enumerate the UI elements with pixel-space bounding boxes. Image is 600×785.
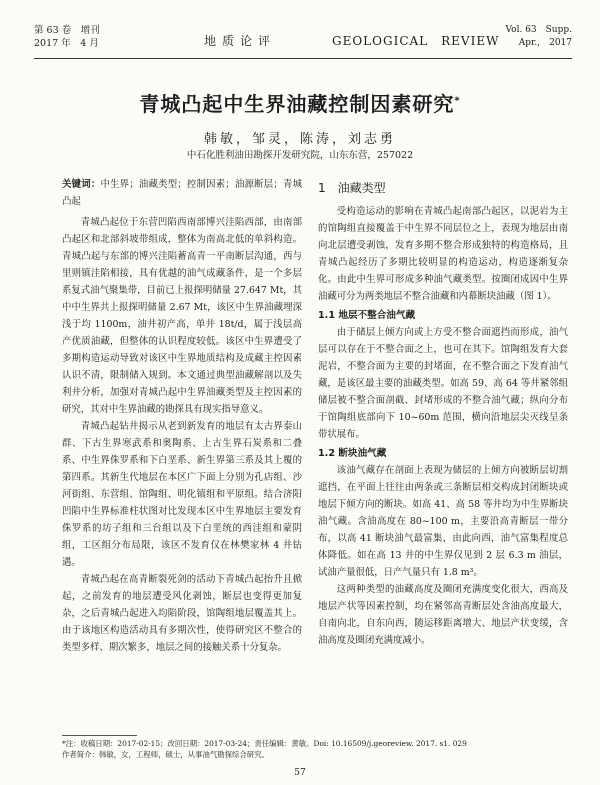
article-title — [0, 88, 600, 117]
subsection-text-1: 由于储层上倾方向或上方受不整合面遮挡而形成，油气层可以存在于不整合面之上，也可在其下。馆陶组发育大套泥岩，不整合面为主要的封堵面，在不整合面之下发育油气藏，是该区最主要的油藏类型。如高 59、高 64 等井紧邻组储层被不整合面剖截、封堵形成的不整合油气藏；纵向分布于馆陶组底部向下 10~60m 范围，横向沿地层尖灭线呈条带状展布。 — [318, 327, 568, 440]
running-header — [34, 24, 572, 59]
footnote-author-bio: 作者简介：韩敏，女，工程师，硕士，从事油气勘探综合研究。 — [62, 750, 269, 759]
title-footnote-mark: * — [454, 95, 461, 107]
page-number: 57 — [294, 768, 306, 778]
body-paragraph: 青城凸起钻井揭示从老到新发育的地层有太古界泰山群、下古生界寒武系和奥陶系、上古生界石炭系和二叠系、中生界侏罗系和下白垩系、新生界第三系及其上覆的第四系。其新生代地层在本区广下面上分别为孔店组、沙河街组、东营组、馆陶组、明化镇组和平原组。结合济阳凹陷中生界标准柱状图对比发现本区中生界地层主要发育侏罗系的坊子组和三台组以及下白垩统的西洼组和蒙阴组，工区组分布局限，该区不发育仅在林樊家林 4 井钻遇。 — [62, 421, 302, 568]
header-journal-en: GEOLOGICAL REVIEW — [332, 34, 500, 48]
header-volume-info — [34, 24, 100, 50]
section-intro: 受构造运动的影响在青城凸起南部凸起区，以泥岩为主的馆陶组直接覆盖于中生界不同层位之上，表现为地层由南向北层遭受剥蚀，发育多期不整合形成独特的构造格局，且青城凸起经历了多期比较明显的构造运动，构造逐渐复杂化。由此中生界可形成多种油气藏类型。按圈闭成因中生界油藏可分为两类地层不整合油藏和内幕断块油藏（图 1）。 — [318, 206, 568, 302]
body-paragraph: 青城凸起位于东营凹陷西南部博兴洼陷西部，由南部凸起区和北部斜坡带组成，整体为南高北低的单斜构造。青城凸起与东部的博兴洼陷蓄高青一平南断层沟通，西与里则镇洼陷相接，具有优越的油气成藏条件，是一个多层系复式油气聚集带，目前已上报探明储量 27.647 Mt，其中中生界共上报探明储量 2.67 Mt，该区中生界油藏埋深浅于均 1100m，油井初产高，单井 18t/d，属于浅层高产优质油藏，但整体的认识程度较低。该区中生界遭受了多期构造运动导致对该区中生界地质结构及成藏主控因素认识不清，限制储入规到。本文通过典型油藏解剖以及失利井分析，加强对青城凸起中生界油藏类型及主控因素的研究，其对中生界油藏的勘探具有现实指导意义。 — [62, 217, 302, 415]
footnote-divider — [62, 735, 137, 736]
footnote — [62, 738, 562, 760]
article-affiliation: 中石化胜利油田勘探开发研究院，山东东营，257022 — [186, 150, 414, 161]
header-volume: 第 63 卷 增刊 — [34, 25, 100, 36]
left-column — [62, 176, 302, 656]
article-authors: 韩敏，邹灵，陈涛，刘志勇 — [203, 132, 396, 147]
closing-paragraph: 这两种类型的油藏高度及圈闭充满度变化很大，西高及地层产状等因素控制，均在紧邻高青断层处含油高度最大，自南向北，自东向西，随运移距离增大、地层产状变缓，含油高度及圈闭充满度减小。 — [318, 584, 568, 646]
section-heading: 1 油藏类型 — [318, 181, 386, 195]
keywords-text: 中生界；油藏类型；控制因素；油源断层；青城凸起 — [62, 179, 302, 207]
keywords-label: 关键词： — [62, 179, 101, 190]
keywords — [62, 176, 302, 210]
subsection-heading-2: 1.2 断块油气藏 — [318, 448, 387, 459]
header-vol-en: Vol. 63 Supp. — [505, 25, 572, 35]
header-date: 2017 年 4 月 — [34, 38, 99, 49]
title-text: 青城凸起中生界油藏控制因素研究 — [139, 92, 455, 116]
right-column — [318, 180, 568, 649]
body-paragraph: 青城凸起在高青断裂死剑的活动下青城凸起抬升且掀起，之前发育的地层遭受风化剥蚀，断层也变得更加复杂，之后青城凸起进入均陷阶段，馆陶组地层覆盖其上。由于该地区构造活动具有多期次性，使得研究区不整合的类型多样、期次繁多，地层之间的接触关系十分复杂。 — [62, 574, 302, 653]
header-month-en: Apr., 2017 — [518, 38, 572, 48]
header-volume-en — [506, 24, 573, 50]
subsection-heading-1: 1.1 地层不整合油气藏 — [318, 310, 416, 321]
subsection-text-2: 该油气藏存在剖面上表现为储层的上倾方向被断层切割遮挡，在平面上往往由两条或三条断层相交构成封闭断块或地层下倾方向的断块。如高 41、高 58 等井均为中生界断块油气藏。含油高度在 80~100 m，主要沿高青断层一带分布，以高 41 断块油气最富集，由此向西，油气富集程度总体降低。如在高 13 井的中生界仅见到 2 层 6.3 m 油层，试油产量很低，日产气量只有 1.8 m³。 — [318, 465, 568, 578]
header-journal-cn: 地质论评 — [204, 34, 277, 48]
footnote-dates: *注：收稿日期：2017-02-15；改回日期：2017-03-24；责任编辑：黄敏。Doi: 10.16509/j.georeview. 2017. s1. 029 — [62, 739, 467, 748]
